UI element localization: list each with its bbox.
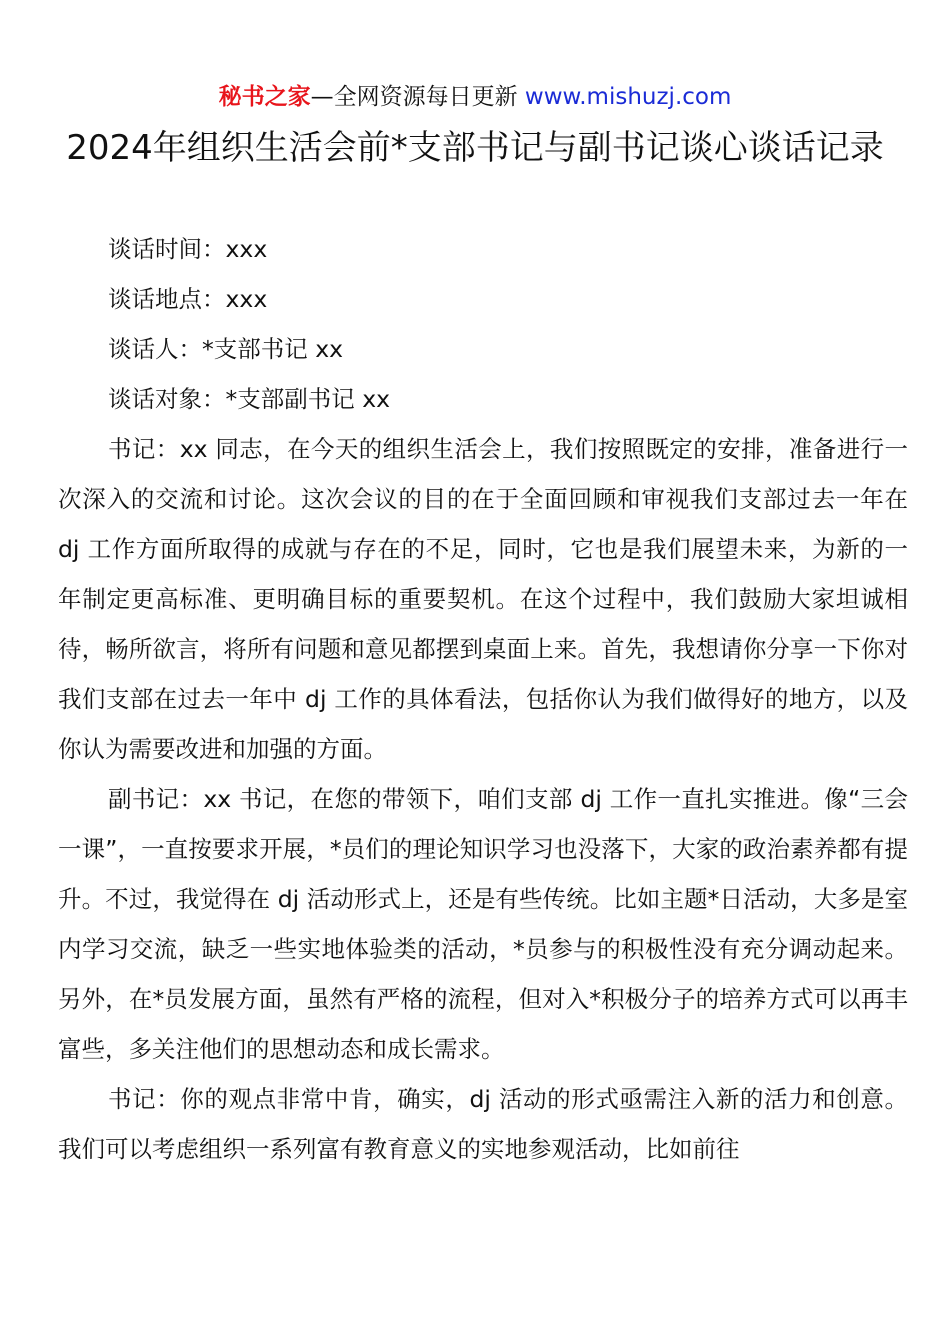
meta-interviewee: 谈话对象：*支部副书记 xx xyxy=(108,385,391,413)
site-url-link[interactable]: www.mishuzj.com xyxy=(524,84,732,110)
meta-location: 谈话地点：xxx xyxy=(108,285,268,313)
paragraph-secretary-1: 书记：xx 同志，在今天的组织生活会上，我们按照既定的安排，准备进行一次深入的交流和讨论。这次会议的目的在于全面回顾和审视我们支部过去一年在 dj 工作方面所取得的成就与存在的不足，同时，它也是我们展望未来，为新的一年制定更高标准、更明确目标的重要契机。在这个过程中，我们鼓励大家坦诚相待，畅所欲言，将所有问题和意见都摆到桌面上来。首先，我想请你分享一下你对我们支部在过去一年中 dj 工作的具体看法，包括你认为我们做得好的地方，以及你认为需要改进和加强的方面。 xyxy=(58,435,908,763)
paragraph-secretary-2: 书记：你的观点非常中肯，确实，dj 活动的形式亟需注入新的活力和创意。我们可以考虑组织一系列富有教育意义的实地参观活动，比如前往 xyxy=(58,1085,908,1163)
site-brand: 秘书之家 xyxy=(218,84,311,110)
meta-speaker: 谈话人：*支部书记 xx xyxy=(108,335,344,363)
document-body xyxy=(58,224,908,1174)
paragraph-deputy-1: 副书记：xx 书记，在您的带领下，咱们支部 dj 工作一直扎实推进。像“三会一课”，一直按要求开展，*员们的理论知识学习也没落下，大家的政治素养都有提升。不过，我觉得在 dj 活动形式上，还是有些传统。比如主题*日活动，大多是室内学习交流，缺乏一些实地体验类的活动，*员参与的积极性没有充分调动起来。另外，在*员发展方面，虽然有严格的流程，但对入*积极分子的培养方式可以再丰富些，多关注他们的思想动态和成长需求。 xyxy=(58,785,908,1063)
meta-time: 谈话时间：xxx xyxy=(108,235,268,263)
document-title: 2024年组织生活会前*支部书记与副书记谈心谈话记录 xyxy=(66,128,884,168)
site-tagline: —全网资源每日更新 xyxy=(310,84,518,110)
site-header xyxy=(0,82,950,112)
